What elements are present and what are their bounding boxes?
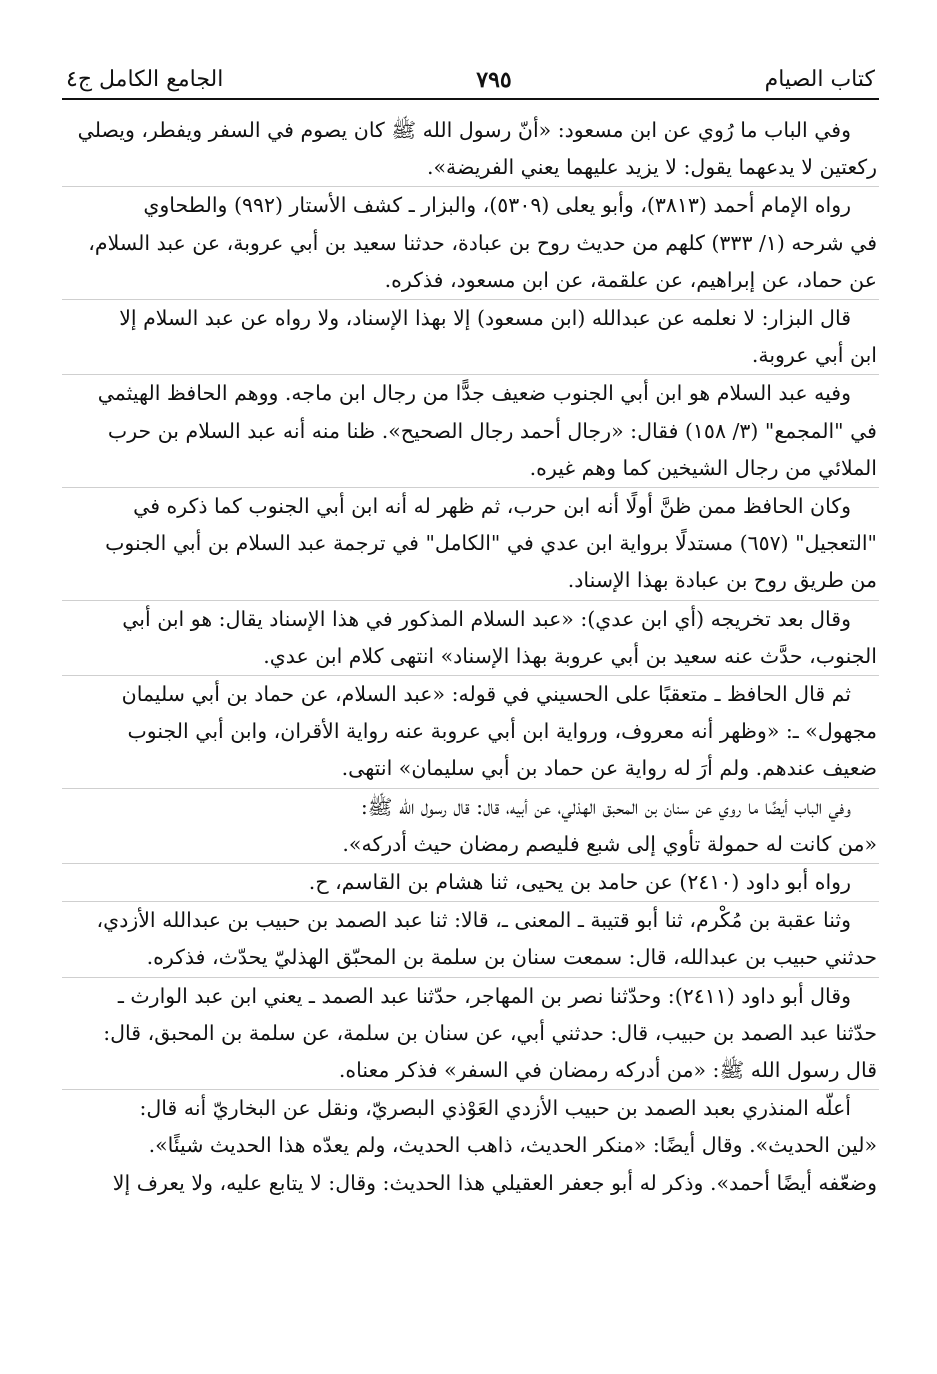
- text-line: في "المجمع" (٣/ ١٥٨) فقال: «رجال أحمد رجال الصحيح». ظنا منه أنه عبد السلام بن حرب: [107, 418, 877, 443]
- text-line: وكان الحافظ ممن ظنَّ أولًا أنه ابن حرب، ثم ظهر له أنه ابن أبي الجنوب كما ذكره في: [133, 494, 851, 519]
- text-line: وفي الباب أيضًا ما روي عن سنان بن المحبق الهذلي، عن أبيه، قال: قال رسول الله ﷺ:: [360, 794, 851, 819]
- paragraph: [62, 864, 879, 902]
- paragraph: [62, 488, 879, 601]
- text-line: قال البزار: لا نعلمه عن عبدالله (ابن مسعود) إلا بهذا الإسناد، ولا رواه عن عبد السلام إلا: [119, 306, 851, 331]
- text-line: رواه الإمام أحمد (٣٨١٣)، وأبو يعلى (٥٣٠٩)، والبزار ـ كشف الأستار (٩٩٢) والطحاوي: [143, 193, 851, 218]
- text-line: ثم قال الحافظ ـ متعقبًا على الحسيني في قوله: «عبد السلام، عن حماد بن أبي سليمان: [121, 682, 851, 707]
- chapter-title: كتاب الصيام: [764, 67, 875, 92]
- text-line: الجنوب، حدَّث عنه سعيد بن أبي عروبة بهذا الإسناد» انتهى كلام ابن عدي.: [263, 643, 877, 668]
- text-line: عن حماد، عن إبراهيم، عن علقمة، عن ابن مسعود، فذكره.: [384, 267, 877, 292]
- paragraph: [62, 978, 879, 1091]
- text-line: ركعتين لا يدعهما يقول: لا يزيد عليهما يعني الفريضة».: [426, 155, 877, 180]
- text-line: رواه أبو داود (٢٤١٠) عن حامد بن يحيى، ثنا هشام بن القاسم، ح.: [308, 870, 851, 895]
- text-line: «من كانت له حمولة تأوي إلى شبع فليصم رمضان حيث أدركه».: [342, 831, 877, 856]
- text-line: حدثني حبيب بن عبدالله، قال: سمعت سنان بن سلمة بن المحبّق الهذليّ يحدّث، فذكره.: [146, 945, 877, 970]
- text-line: ابن أبي عروبة.: [751, 343, 877, 368]
- text-line: وضعّفه أيضًا أحمد». وذكر له أبو جعفر العقيلي هذا الحديث: وقال: لا يتابع عليه، ولا يعرف إلا: [112, 1170, 877, 1195]
- paragraph: [62, 601, 879, 676]
- book-title: الجامع الكامل ج٤: [66, 67, 224, 92]
- text-line: «لين الحديث». وقال أيضًا: «منكر الحديث، ذاهب الحديث، ولم يعدّه هذا الحديث شيئًا».: [148, 1133, 877, 1158]
- text-line: ضعيف عندهم. ولم أرَ له رواية عن حماد بن أبي سليمان» انتهى.: [341, 756, 877, 781]
- text-line: وفيه عبد السلام هو ابن أبي الجنوب ضعيف جدًّا من رجال ابن ماجه. ووهم الحافظ الهيثمي: [97, 381, 851, 406]
- paragraph: [62, 375, 879, 488]
- paragraph: [62, 187, 879, 300]
- paragraph: [62, 676, 879, 789]
- text-line: مجهول» ـ: «وظهر أنه معروف، ورواية ابن أبي عروبة عنه رواية الأقران، وابن أبي الجنوب: [127, 719, 877, 744]
- text-line: في شرحه (١/ ٣٣٣) كلهم من حديث روح بن عبادة، حدثنا سعيد بن أبي عروبة، عن عبد السلام،: [88, 230, 877, 255]
- text-line: وثنا عقبة بن مُكْرم، ثنا أبو قتيبة ـ المعنى ـ، قالا: ثنا عبد الصمد بن حبيب بن عبدالله الأزدي،: [96, 908, 851, 933]
- page-body: [62, 112, 879, 1202]
- page-number: ٧٩٥: [476, 67, 512, 93]
- paragraph: [62, 1090, 879, 1202]
- paragraph: [62, 902, 879, 977]
- text-line: وقال أبو داود (٢٤١١): وحدّثنا نصر بن المهاجر، حدّثنا عبد الصمد ـ يعني ابن عبد الوارث ـ: [117, 983, 851, 1008]
- running-header: [62, 58, 879, 100]
- text-line: وقال بعد تخريجه (أي ابن عدي): «عبد السلام المذكور في هذا الإسناد يقال: هو ابن أبي: [122, 606, 851, 631]
- text-line: قال رسول الله ﷺ: «من أدركه رمضان في السفر» فذكر معناه.: [338, 1058, 877, 1083]
- paragraph: [62, 300, 879, 375]
- text-line: وفي الباب ما رُوي عن ابن مسعود: «أنّ رسول الله ﷺ كان يصوم في السفر ويفطر، ويصلي: [77, 118, 851, 142]
- text-line: الملائي من رجال الشيخين كما وهم غيره.: [529, 455, 877, 480]
- text-line: "التعجيل" (٦٥٧) مستدلًا برواية ابن عدي في "الكامل" في ترجمة عبد السلام بن أبي الجنوب: [105, 531, 877, 556]
- text-line: أعلّه المنذري بعبد الصمد بن حبيب الأزدي العَوْذي البصريّ، ونقل عن البخاريّ أنه قال:: [139, 1096, 851, 1121]
- paragraph: [62, 112, 879, 187]
- paragraph: [62, 789, 879, 864]
- text-line: حدّثنا عبد الصمد بن حبيب، قال: حدثني أبي، عن سنان بن سلمة، عن سلمة بن المحبق، قال:: [103, 1020, 877, 1045]
- text-line: من طريق روح بن عبادة بهذا الإسناد.: [567, 568, 877, 593]
